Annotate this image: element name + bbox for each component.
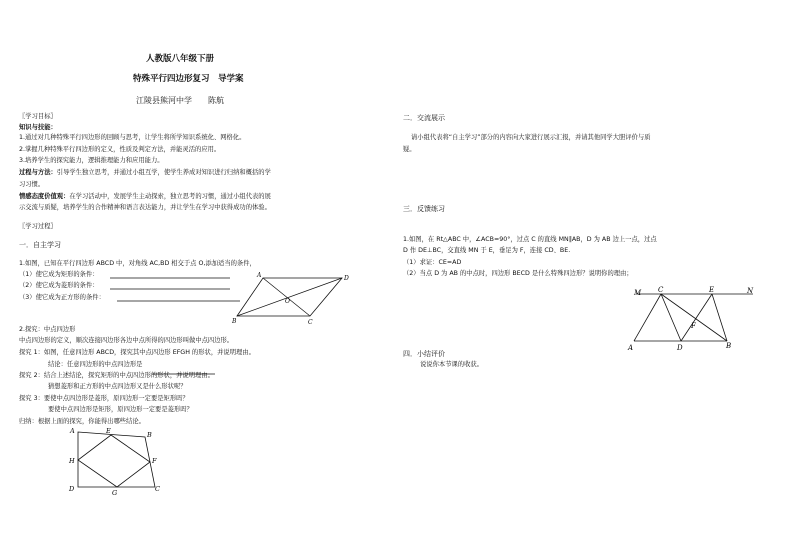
label-o: O [285, 298, 290, 305]
diagonal-ac [263, 278, 310, 316]
explore-3-b: 要使中点四边形是矩形，原四边形一定要是菱形吗？ [48, 406, 193, 413]
process-label: 过程与方法： [19, 169, 57, 176]
section-2-instruction-cont: 疑。 [403, 146, 416, 153]
explore-1: 探究 1：如图，任意四边形 ABCD，探究其中点四边形 EFGH 的形状，并说明理由。 [19, 349, 255, 356]
practice-1-cont: D 作 DE⊥BC，交直线 MN 于 E，垂足为 F，连接 CD、BE. [403, 247, 571, 254]
label-e: E [709, 286, 715, 294]
practice-1b: （2）当点 D 为 AB 的中点时，四边形 BECD 是什么特殊四边形？说明你的理由； [403, 270, 633, 277]
segment-ca [634, 294, 661, 341]
label-f: F [691, 322, 696, 330]
question-1a: （1）使它成为矩形的条件： [19, 271, 99, 278]
label-h: H [69, 457, 75, 465]
section-4-prompt: 说说你本节课的收获。 [420, 361, 483, 368]
label-a: A [70, 427, 75, 435]
question-2-title: 2.探究：中点四边形 [19, 326, 76, 333]
figure-parallelogram [232, 272, 357, 332]
label-b: B [726, 342, 732, 350]
explore-1-conclusion: 结论：任意四边形的中点四边形是 [48, 361, 143, 368]
section-1-title: 一．自主学习 [19, 241, 61, 249]
goal-2: 2.掌握几种特殊平行四边形的定义，性质及判定方法，并能灵活的应用。 [19, 146, 221, 153]
process-text: 引导学生独立思考，并通过小组互学，使学生养成对知识进行归纳和概括的学 [56, 169, 271, 176]
practice-1a: （1）求证：CE=AD [403, 259, 462, 266]
figure-midpoint-quadrilateral [64, 424, 174, 496]
label-a: A [257, 272, 262, 279]
label-f: F [152, 457, 157, 465]
label-c: C [308, 319, 313, 326]
figure-right-triangle [625, 284, 760, 354]
summary-prompt: 归纳：根据上面的探究，你能得出哪些结论。 [19, 418, 145, 425]
emotion-goal-cont: 示交流与质疑，培养学生的合作精神和语言表达能力，并让学生在学习中获得成功的体验。 [19, 204, 271, 211]
label-a: A [628, 344, 634, 352]
goal-1: 1.通过对几种特殊平行四边形的回顾与思考，让学生将所学知识系统化、网格化。 [19, 134, 246, 141]
section-4-title: 四．小结评价 [403, 350, 445, 358]
goal-3: 3.培养学生的探究能力，逻辑推理能力和应用能力。 [19, 157, 164, 164]
label-g: G [112, 489, 118, 496]
page-title: 特殊平行四边形复习 导学案 [133, 74, 244, 84]
quadrilateral-efgh [78, 435, 150, 487]
label-c: C [155, 485, 160, 493]
explore-2-guess: 猜想菱形和正方形的中点四边形又是什么形状呢？ [48, 383, 187, 390]
author-line: 江陵县熊河中学 陈航 [136, 96, 224, 105]
emotion-label: 情感态度价值观： [19, 193, 70, 200]
process-heading: 〖学习过程〗 [19, 223, 57, 230]
segment-de [681, 294, 712, 341]
label-d: D [677, 344, 683, 352]
section-2-title: 二．交流展示 [403, 114, 445, 122]
practice-1: 1.如图，在 Rt△ABC 中，∠ACB=90°，过点 C 的直线 MN∥AB，D 为 AB 边上一点，过点 [403, 236, 657, 243]
label-c: C [658, 286, 664, 294]
question-1c: （3）使它成为正方形的条件： [19, 294, 105, 301]
process-goal-cont: 习习惯。 [19, 181, 45, 188]
label-n: N [747, 287, 754, 295]
label-d: D [69, 485, 75, 493]
segment-eb [712, 294, 727, 341]
question-1b: （2）使它成为菱形的条件： [19, 282, 99, 289]
emotion-text: 在学习活动中，发展学生主动探索，独立思考的习惯，通过小组代表的展 [69, 193, 271, 200]
series-title: 人教版八年级下册 [146, 54, 215, 64]
explore-3: 探究 3：要使中点四边形是菱形，原四边形一定要是矩形吗？ [19, 395, 189, 402]
knowledge-label: 知识与技能： [19, 124, 57, 131]
section-3-title: 三．反馈练习 [403, 205, 445, 213]
label-e: E [106, 427, 111, 435]
section-2-instruction: 请小组代表将“自主学习”部分的内容向大家进行展示汇报，并请其他同学大胆评价与质 [411, 134, 651, 141]
explore-2: 探究 2：结合上述结论，探究矩形的中点四边形的形状，并说明理由。 [19, 372, 214, 379]
question-1: 1.如图，已知在平行四边形 ABCD 中，对角线 AC,BD 相交于点 O,添加适当的条件， [19, 260, 256, 267]
label-b: B [147, 431, 152, 439]
label-b: B [232, 318, 237, 325]
label-d: D [344, 275, 349, 282]
label-m: M [634, 289, 642, 297]
midpoint-definition: 中点四边形的定义，顺次连接四边形各边中点所得的四边形叫做中点四边形。 [19, 337, 234, 344]
goals-heading: 〖学习目标〗 [19, 113, 57, 120]
quadrilateral-abcd [78, 432, 155, 487]
